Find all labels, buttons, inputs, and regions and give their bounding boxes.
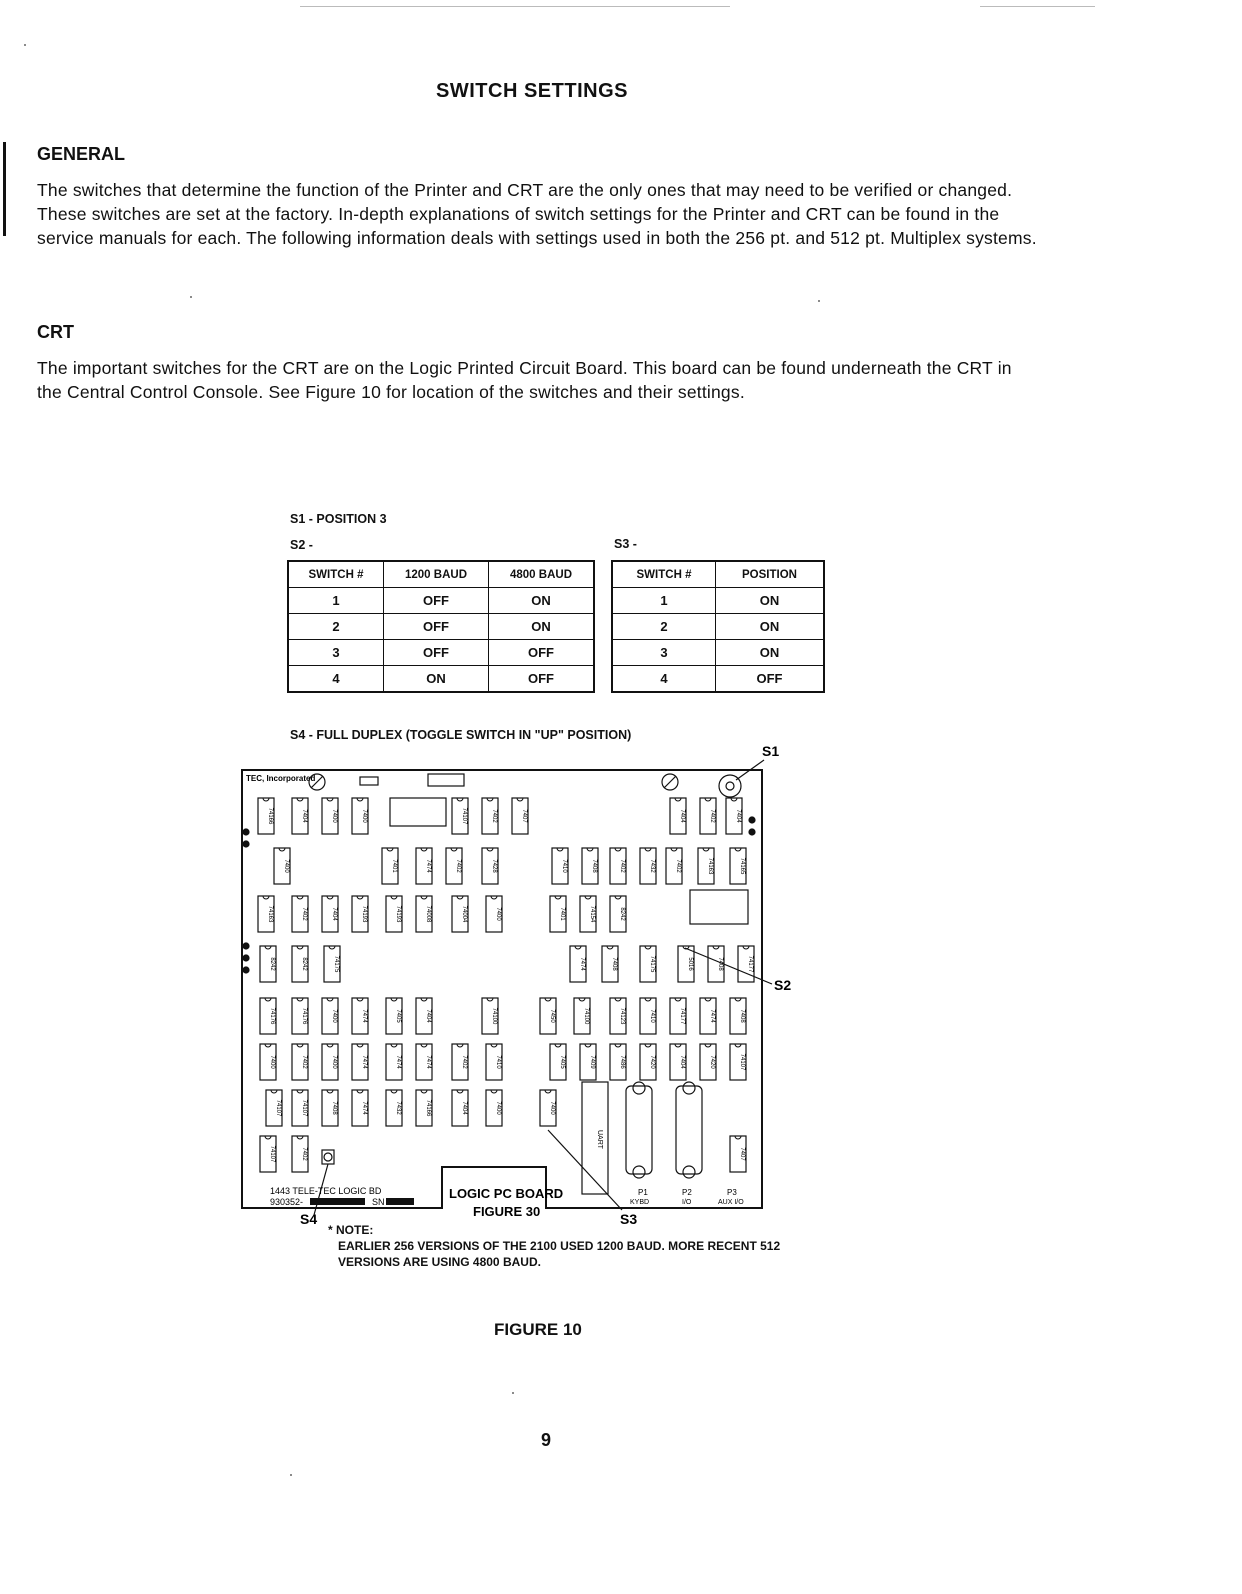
ic-chip (708, 946, 724, 982)
ic-chip (550, 1044, 566, 1080)
table-cell: OFF (384, 640, 489, 666)
ic-chip-label: 7402 (301, 1055, 307, 1069)
ic-chip-label: 74165 (739, 857, 745, 875)
section-heading-general: GENERAL (37, 144, 126, 164)
ic-chip (352, 1090, 368, 1126)
table-row (612, 614, 824, 640)
table-cell: ON (489, 588, 595, 614)
table-cell: ON (384, 666, 489, 693)
ic-chip-label: 7404 (735, 809, 741, 823)
long-chip (390, 798, 446, 826)
board-outline (242, 770, 762, 1208)
table-cell: OFF (716, 666, 825, 693)
silkscreen-serial: SN (372, 1197, 385, 1207)
ic-chip (640, 1044, 656, 1080)
ic-chip-label: 7400 (549, 1101, 555, 1115)
table-header-cell: 4800 BAUD (489, 561, 595, 588)
ic-chip (540, 1090, 556, 1126)
ic-chip (700, 998, 716, 1034)
ic-chip-label: 7401 (391, 859, 397, 873)
ic-chip-label: 7400 (331, 1055, 337, 1069)
scan-speck (290, 1474, 292, 1476)
ic-chip (292, 896, 308, 932)
p3-sublabel: AUX I/O (718, 1199, 744, 1206)
ic-chip-label: 74123 (619, 1007, 625, 1025)
chip-74154 (690, 890, 748, 924)
table-cell: ON (716, 640, 825, 666)
ic-chip-label: 74107 (275, 1099, 281, 1117)
ic-chip-label: 7420 (649, 1055, 655, 1069)
table-cell: OFF (489, 640, 595, 666)
ic-chip (582, 848, 598, 884)
ic-chip (258, 896, 274, 932)
resistor (360, 777, 378, 785)
connector-screw (633, 1082, 645, 1094)
s3-callout: S3 (620, 1211, 638, 1227)
table-cell: 2 (612, 614, 716, 640)
ic-chip (452, 798, 468, 834)
edge-dot (749, 829, 755, 835)
ic-chip-label: 7474 (425, 1055, 431, 1069)
note-text-line-1: EARLIER 256 VERSIONS OF THE 2100 USED 1200 BAUD. MORE RECENT 512 (338, 1239, 781, 1253)
table-cell: ON (489, 614, 595, 640)
p2-label: P2 (682, 1188, 692, 1197)
ic-chip (580, 896, 596, 932)
ic-chip (670, 798, 686, 834)
chip-7408-top (428, 774, 464, 786)
table-cell: 3 (612, 640, 716, 666)
ic-chip (322, 798, 338, 834)
ic-chip-label: 7432 (395, 1101, 401, 1115)
table-cell: 3 (288, 640, 384, 666)
p2-sublabel: I/O (682, 1199, 692, 1206)
ic-chip-label: 7400 (331, 809, 337, 823)
ic-chip-label: 7407 (739, 1147, 745, 1161)
table-header-row (288, 561, 594, 588)
table-row (288, 588, 594, 614)
ic-chip (640, 998, 656, 1034)
ic-chip-label: 7428 (491, 859, 497, 873)
ic-chip (610, 848, 626, 884)
uart-label: UART (596, 1130, 603, 1149)
ic-chip (386, 1090, 402, 1126)
ic-chip-label: 74107 (301, 1099, 307, 1117)
ic-chip (486, 896, 502, 932)
ic-chip-label: 7420 (709, 1055, 715, 1069)
ic-chip-label: 7400 (269, 1055, 275, 1069)
connector-screw (683, 1166, 695, 1178)
ic-chip-label: 8242 (269, 957, 275, 971)
connector-screw (633, 1166, 645, 1178)
edge-dot (243, 841, 249, 847)
ic-chip (416, 1044, 432, 1080)
ic-chip-label: 7410 (649, 1009, 655, 1023)
ic-chip (678, 946, 694, 982)
ic-chip (482, 848, 498, 884)
ic-chip-label: 7474 (361, 1101, 367, 1115)
table-header-cell: POSITION (716, 561, 825, 588)
p1-label: P1 (638, 1188, 648, 1197)
ic-chip (482, 798, 498, 834)
ic-chip (610, 998, 626, 1034)
ic-chip-label: 7400 (361, 809, 367, 823)
ic-chip (726, 798, 742, 834)
ic-chip (292, 1044, 308, 1080)
ic-chip-label: 7400 (331, 1009, 337, 1023)
s3-switch-table (611, 560, 825, 693)
ic-chip (574, 998, 590, 1034)
table-row (288, 614, 594, 640)
ic-chip-label: 7402 (675, 859, 681, 873)
ic-chip (416, 848, 432, 884)
p3-label: P3 (727, 1188, 737, 1197)
ic-chip (322, 1090, 338, 1126)
ic-chip (602, 946, 618, 982)
ic-chip-label: 8242 (301, 957, 307, 971)
ic-chip-label: 74008 (425, 905, 431, 923)
chip-layer (258, 798, 754, 1172)
ic-chip-label: 74176 (269, 1007, 275, 1025)
table-header-cell: 1200 BAUD (384, 561, 489, 588)
ic-chip-label: 74107 (269, 1145, 275, 1163)
ic-chip-label: 74107 (461, 807, 467, 825)
crt-paragraph: The important switches for the CRT are on the Logic Printed Circuit Board. This board can be found underneath the CRT in the Central Control Console. See Figure 10 for location of the switches and their settings. (37, 358, 1012, 402)
ic-chip (386, 896, 402, 932)
ic-chip (322, 1044, 338, 1080)
ic-chip-label: 7404 (425, 1009, 431, 1023)
scan-speck (24, 44, 26, 46)
scan-speck (190, 296, 192, 298)
ic-chip (292, 998, 308, 1034)
ic-chip-label: 7404 (679, 1055, 685, 1069)
ic-chip-label: 74163 (707, 857, 713, 875)
ic-chip-label: 7474 (395, 1055, 401, 1069)
ic-chip (260, 1136, 276, 1172)
ic-chip (640, 946, 656, 982)
table-cell: OFF (384, 588, 489, 614)
ic-chip (416, 998, 432, 1034)
table-row (612, 640, 824, 666)
ic-chip-label: 7404 (331, 907, 337, 921)
ic-chip (670, 998, 686, 1034)
board-figure-ref: FIGURE 30 (473, 1204, 541, 1219)
ic-chip (730, 848, 746, 884)
s4-toggle-lever (324, 1153, 332, 1161)
ic-chip (550, 896, 566, 932)
ic-chip (580, 1044, 596, 1080)
ic-chip (260, 1044, 276, 1080)
ic-chip (446, 848, 462, 884)
ic-chip-label: 7402 (301, 1147, 307, 1161)
edge-dot (243, 967, 249, 973)
s2-leader-line (685, 948, 772, 984)
scan-edge-line (980, 6, 1095, 7)
table-row (612, 588, 824, 614)
ic-chip-label: 74193 (395, 905, 401, 923)
ic-chip-label: 7402 (491, 809, 497, 823)
ic-chip (324, 946, 340, 982)
ic-chip (352, 1044, 368, 1080)
ic-chip-label: 7404 (461, 1101, 467, 1115)
s1-callout: S1 (762, 743, 780, 759)
ic-chip-label: 7402 (455, 859, 461, 873)
ic-chip-label: 7408 (611, 957, 617, 971)
connector-screw (683, 1082, 695, 1094)
maker-label: TEC, Incorporated (246, 774, 316, 783)
ic-chip-label: 74154 (589, 905, 595, 923)
ic-chip-label: 7405 (395, 1009, 401, 1023)
ic-chip-label: 7402 (301, 907, 307, 921)
table-header-row (612, 561, 824, 588)
ic-chip (292, 1136, 308, 1172)
board-title: LOGIC PC BOARD (449, 1186, 564, 1201)
ic-chip (386, 1044, 402, 1080)
edge-dot (243, 955, 249, 961)
table-header-cell: SWITCH # (612, 561, 716, 588)
ic-chip-label: 7402 (709, 809, 715, 823)
ic-chip (292, 1090, 308, 1126)
ic-chip (552, 848, 568, 884)
scan-speck (818, 300, 820, 302)
ic-chip-label: 74193 (361, 905, 367, 923)
ic-chip (382, 848, 398, 884)
s4-callout: S4 (300, 1211, 318, 1227)
ic-chip-label: 74004 (461, 905, 467, 923)
ic-chip-label: 74163 (267, 905, 273, 923)
p2-connector (676, 1086, 702, 1174)
table-row (288, 666, 594, 693)
ic-chip (670, 1044, 686, 1080)
table-row (612, 666, 824, 693)
table-cell: ON (716, 588, 825, 614)
ic-chip-label: 74177 (747, 955, 753, 973)
ic-chip (352, 896, 368, 932)
table-cell: OFF (384, 614, 489, 640)
ic-chip (698, 848, 714, 884)
ic-chip-label: 7432 (649, 859, 655, 873)
part-number-redaction (310, 1198, 365, 1205)
ic-chip (482, 998, 498, 1034)
serial-redaction (386, 1198, 414, 1205)
s2-callout: S2 (774, 977, 792, 993)
mounting-hole-slot (664, 776, 676, 788)
ic-chip (452, 1044, 468, 1080)
ic-chip-label: 7405 (559, 1055, 565, 1069)
ic-chip (352, 798, 368, 834)
s3-label: S3 - (614, 537, 637, 551)
ic-chip (260, 946, 276, 982)
ic-chip-label: 7408 (739, 1009, 745, 1023)
ic-chip-label: 5016 (687, 957, 693, 971)
table-cell: 1 (612, 588, 716, 614)
ic-chip (292, 798, 308, 834)
table-cell: 1 (288, 588, 384, 614)
scan-edge-line (300, 6, 730, 7)
ic-chip-label: 74100 (583, 1007, 589, 1025)
section-heading-crt: CRT (37, 322, 74, 342)
ic-chip (700, 1044, 716, 1080)
s1-setting-label: S1 - POSITION 3 (290, 512, 387, 526)
ic-chip (738, 946, 754, 982)
ic-chip-label: 7408 (331, 1101, 337, 1115)
ic-chip (486, 1044, 502, 1080)
ic-chip (258, 798, 274, 834)
p1-connector (626, 1086, 652, 1174)
ic-chip (730, 1136, 746, 1172)
ic-chip-label: 7400 (283, 859, 289, 873)
ic-chip (666, 848, 682, 884)
ic-chip (292, 946, 308, 982)
s2-switch-table (287, 560, 595, 693)
ic-chip-label: 74166 (267, 807, 273, 825)
ic-chip (540, 998, 556, 1034)
ic-chip (700, 798, 716, 834)
ic-chip-label: 7410 (561, 859, 567, 873)
ic-chip-label: 74175 (649, 955, 655, 973)
ic-chip (452, 1090, 468, 1126)
ic-chip (322, 998, 338, 1034)
ic-chip (352, 998, 368, 1034)
ic-chip (570, 946, 586, 982)
edge-dot (243, 829, 249, 835)
note-text-line-2: VERSIONS ARE USING 4800 BAUD. (338, 1255, 541, 1269)
ic-chip-label: 7450 (549, 1009, 555, 1023)
page-title: SWITCH SETTINGS (436, 80, 628, 102)
ic-chip-label: 7474 (579, 957, 585, 971)
general-paragraph: The switches that determine the function of the Printer and CRT are the only ones that may need to be verified or changed. These switches are set at the factory. In-depth explanations of switch settings for the Printer and CRT can be found in the service manuals for each. The following information deals with settings used in both the 256 pt. and 512 pt. Multiplex systems. (37, 180, 1037, 248)
note-heading: * NOTE: (328, 1223, 374, 1237)
table-cell: OFF (489, 666, 595, 693)
ic-chip (274, 848, 290, 884)
ic-chip-label: 7400 (495, 1101, 501, 1115)
s2-label: S2 - (290, 538, 313, 552)
ic-chip (730, 998, 746, 1034)
ic-chip-label: 7486 (619, 1055, 625, 1069)
ic-chip-label: 7410 (495, 1055, 501, 1069)
ic-chip-label: 7400 (495, 907, 501, 921)
ic-chip (416, 1090, 432, 1126)
ic-chip-label: 7474 (361, 1009, 367, 1023)
ic-chip-label: 7474 (425, 859, 431, 873)
figure-caption: FIGURE 10 (494, 1320, 582, 1339)
s4-setting-label: S4 - FULL DUPLEX (TOGGLE SWITCH IN "UP" POSITION) (290, 728, 632, 742)
ic-chip-label: 7404 (301, 809, 307, 823)
ic-chip-label: 7407 (521, 809, 527, 823)
silkscreen-part-number: 930352- (270, 1197, 304, 1207)
table-row (288, 640, 594, 666)
s1-rotary-knob (726, 782, 734, 790)
scan-speck (512, 1392, 514, 1394)
ic-chip-label: 74107 (739, 1053, 745, 1071)
ic-chip-label: 7474 (361, 1055, 367, 1069)
ic-chip-label: 74177 (679, 1007, 685, 1025)
ic-chip (730, 1044, 746, 1080)
ic-chip (610, 1044, 626, 1080)
table-header-cell: SWITCH # (288, 561, 384, 588)
ic-chip (486, 1090, 502, 1126)
ic-chip (322, 896, 338, 932)
ic-chip-label: 74175 (333, 955, 339, 973)
ic-chip-label: 7401 (559, 907, 565, 921)
edge-dot (243, 943, 249, 949)
ic-chip (260, 998, 276, 1034)
logic-pc-board-diagram (230, 740, 800, 1230)
ic-chip-label: 7404 (679, 809, 685, 823)
table-cell: ON (716, 614, 825, 640)
ic-chip-label: 74176 (301, 1007, 307, 1025)
edge-dot (749, 817, 755, 823)
ic-chip-label: 7408 (717, 957, 723, 971)
silkscreen-board-name: 1443 TELE-TEC LOGIC BD (270, 1186, 382, 1196)
uart-chip (582, 1082, 608, 1194)
ic-chip-label: 7402 (619, 859, 625, 873)
ic-chip-label: 7408 (591, 859, 597, 873)
ic-chip-label: 74166 (425, 1099, 431, 1117)
margin-change-bar (3, 142, 6, 236)
table-cell: 2 (288, 614, 384, 640)
ic-chip (266, 1090, 282, 1126)
ic-chip (386, 998, 402, 1034)
ic-chip (610, 896, 626, 932)
ic-chip (452, 896, 468, 932)
ic-chip-label: 7402 (461, 1055, 467, 1069)
ic-chip-label: 74100 (491, 1007, 497, 1025)
ic-chip-label: 7474 (709, 1009, 715, 1023)
ic-chip-label: 7409 (589, 1055, 595, 1069)
p1-sublabel: KYBD (630, 1199, 650, 1206)
ic-chip (416, 896, 432, 932)
table-cell: 4 (612, 666, 716, 693)
page-number: 9 (541, 1430, 552, 1450)
table-cell: 4 (288, 666, 384, 693)
ic-chip (640, 848, 656, 884)
ic-chip (512, 798, 528, 834)
ic-chip-label: 8242 (619, 907, 625, 921)
